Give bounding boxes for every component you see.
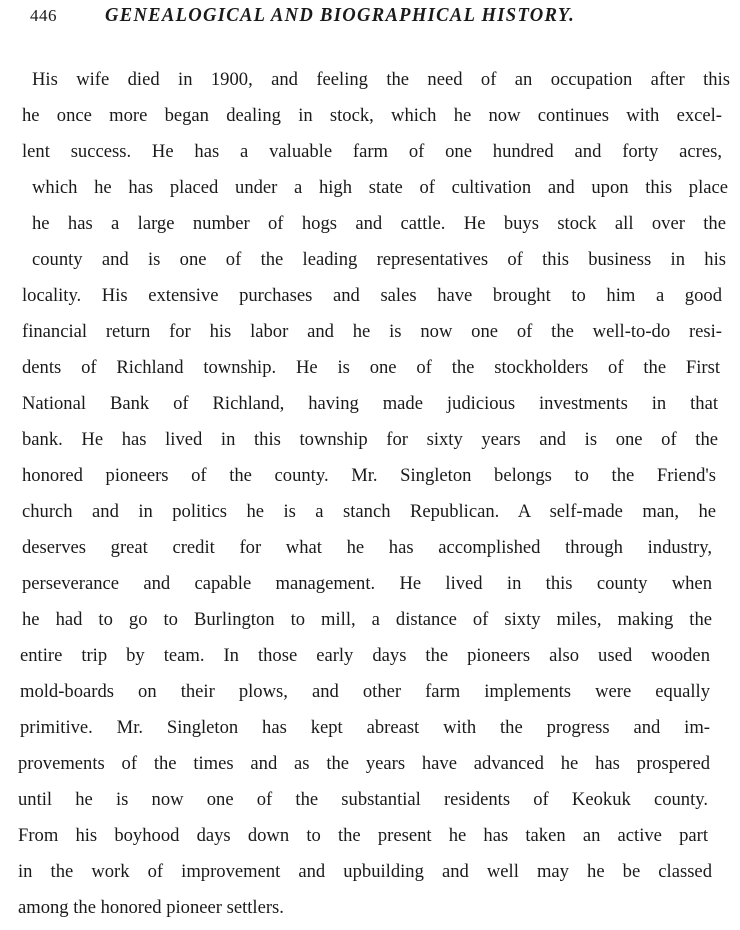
- running-head-title: GENEALOGICAL AND BIOGRAPHICAL HISTORY.: [105, 4, 576, 26]
- running-head: [30, 4, 730, 34]
- text-line: His wife died in 1900, and feeling the need of an occupation after this: [32, 69, 730, 90]
- text-line-last: among the honored pioneer settlers.: [18, 897, 284, 918]
- text-line: in the work of improvement and upbuilding and well may he be classed: [18, 861, 712, 882]
- text-line: church and in politics he is a stanch Republican. A self-made man, he: [22, 501, 716, 522]
- text-line: mold-boards on their plows, and other farm implements were equally: [20, 681, 710, 702]
- text-line: he had to go to Burlington to mill, a distance of sixty miles, making the: [22, 609, 712, 630]
- page-number: 446: [30, 6, 57, 25]
- text-line: he has a large number of hogs and cattle. He buys stock all over the: [32, 213, 726, 234]
- text-line: primitive. Mr. Singleton has kept abreast with the progress and im-: [20, 717, 710, 738]
- text-line: financial return for his labor and he is now one of the well-to-do resi-: [22, 321, 722, 342]
- text-line: until he is now one of the substantial residents of Keokuk county.: [18, 789, 708, 810]
- text-line: honored pioneers of the county. Mr. Singleton belongs to the Friend's: [22, 465, 716, 486]
- biography-paragraph: [18, 62, 730, 926]
- text-line: he once more began dealing in stock, which he now continues with excel-: [22, 105, 722, 126]
- text-line: county and is one of the leading representatives of this business in his: [32, 249, 726, 270]
- text-line: which he has placed under a high state of cultivation and upon this place: [32, 177, 728, 198]
- text-line: entire trip by team. In those early days the pioneers also used wooden: [20, 645, 710, 666]
- text-line: provements of the times and as the years have advanced he has prospered: [18, 753, 710, 774]
- text-line: deserves great credit for what he has accomplished through industry,: [22, 537, 712, 558]
- text-line: locality. His extensive purchases and sales have brought to him a good: [22, 285, 722, 306]
- text-line: From his boyhood days down to the present he has taken an active part: [18, 825, 708, 846]
- text-line: bank. He has lived in this township for sixty years and is one of the: [22, 429, 718, 450]
- text-line: National Bank of Richland, having made judicious investments in that: [22, 393, 718, 414]
- text-line: lent success. He has a valuable farm of one hundred and forty acres,: [22, 141, 722, 162]
- text-line: perseverance and capable management. He lived in this county when: [22, 573, 712, 594]
- text-line: dents of Richland township. He is one of the stockholders of the First: [22, 357, 720, 378]
